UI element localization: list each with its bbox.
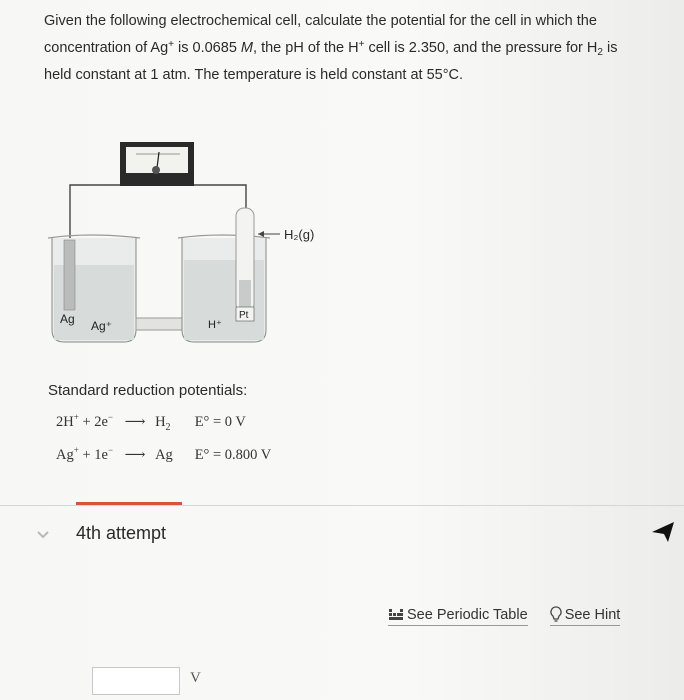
answer-unit: V <box>190 670 201 686</box>
reaction-hydrogen: 2H+ + 2e− ⟶ $H_2$ E° = 0 V <box>56 412 246 433</box>
answer-input[interactable] <box>92 667 180 695</box>
ag-ion-label: Ag⁺ <box>91 319 113 333</box>
reaction-arrow: ⟶ <box>124 414 146 430</box>
periodic-table-icon <box>388 608 404 622</box>
pt-electrode-label: Pt <box>239 310 249 321</box>
ag-electrode-label: Ag <box>60 312 75 326</box>
periodic-table-link[interactable]: See Periodic Table <box>388 607 528 626</box>
hydrogen-beaker <box>178 208 270 342</box>
lightbulb-icon <box>550 606 562 622</box>
chevron-down-icon[interactable] <box>36 530 50 540</box>
reaction-arrow: ⟶ <box>124 447 146 463</box>
h2-gas-label: H₂(g) <box>284 227 315 242</box>
attempt-label: 4th attempt <box>76 523 167 543</box>
h-ion-label: H⁺ <box>208 319 222 331</box>
electrochemical-cell-diagram <box>40 130 340 360</box>
question-text: Given the following electrochemical cell, calculate the potential for the cell in which the concentration of Ag+ is 0.0685 M, the pH of the H+ cell is 2.350, and the pressure for $H_2$ is held constant at 1 atm. The temperature is held constant at 55°C. <box>44 13 618 83</box>
hint-link[interactable]: See Hint <box>550 606 621 626</box>
cursor-arrow-icon <box>650 520 678 544</box>
standard-potentials-heading: Standard reduction potentials: <box>48 382 248 399</box>
voltmeter <box>120 142 194 186</box>
reaction-silver: Ag+ + 1e− ⟶ Ag E° = 0.800 V <box>56 445 272 463</box>
salt-bridge <box>136 318 182 330</box>
help-links <box>388 606 620 626</box>
section-divider <box>0 505 684 506</box>
